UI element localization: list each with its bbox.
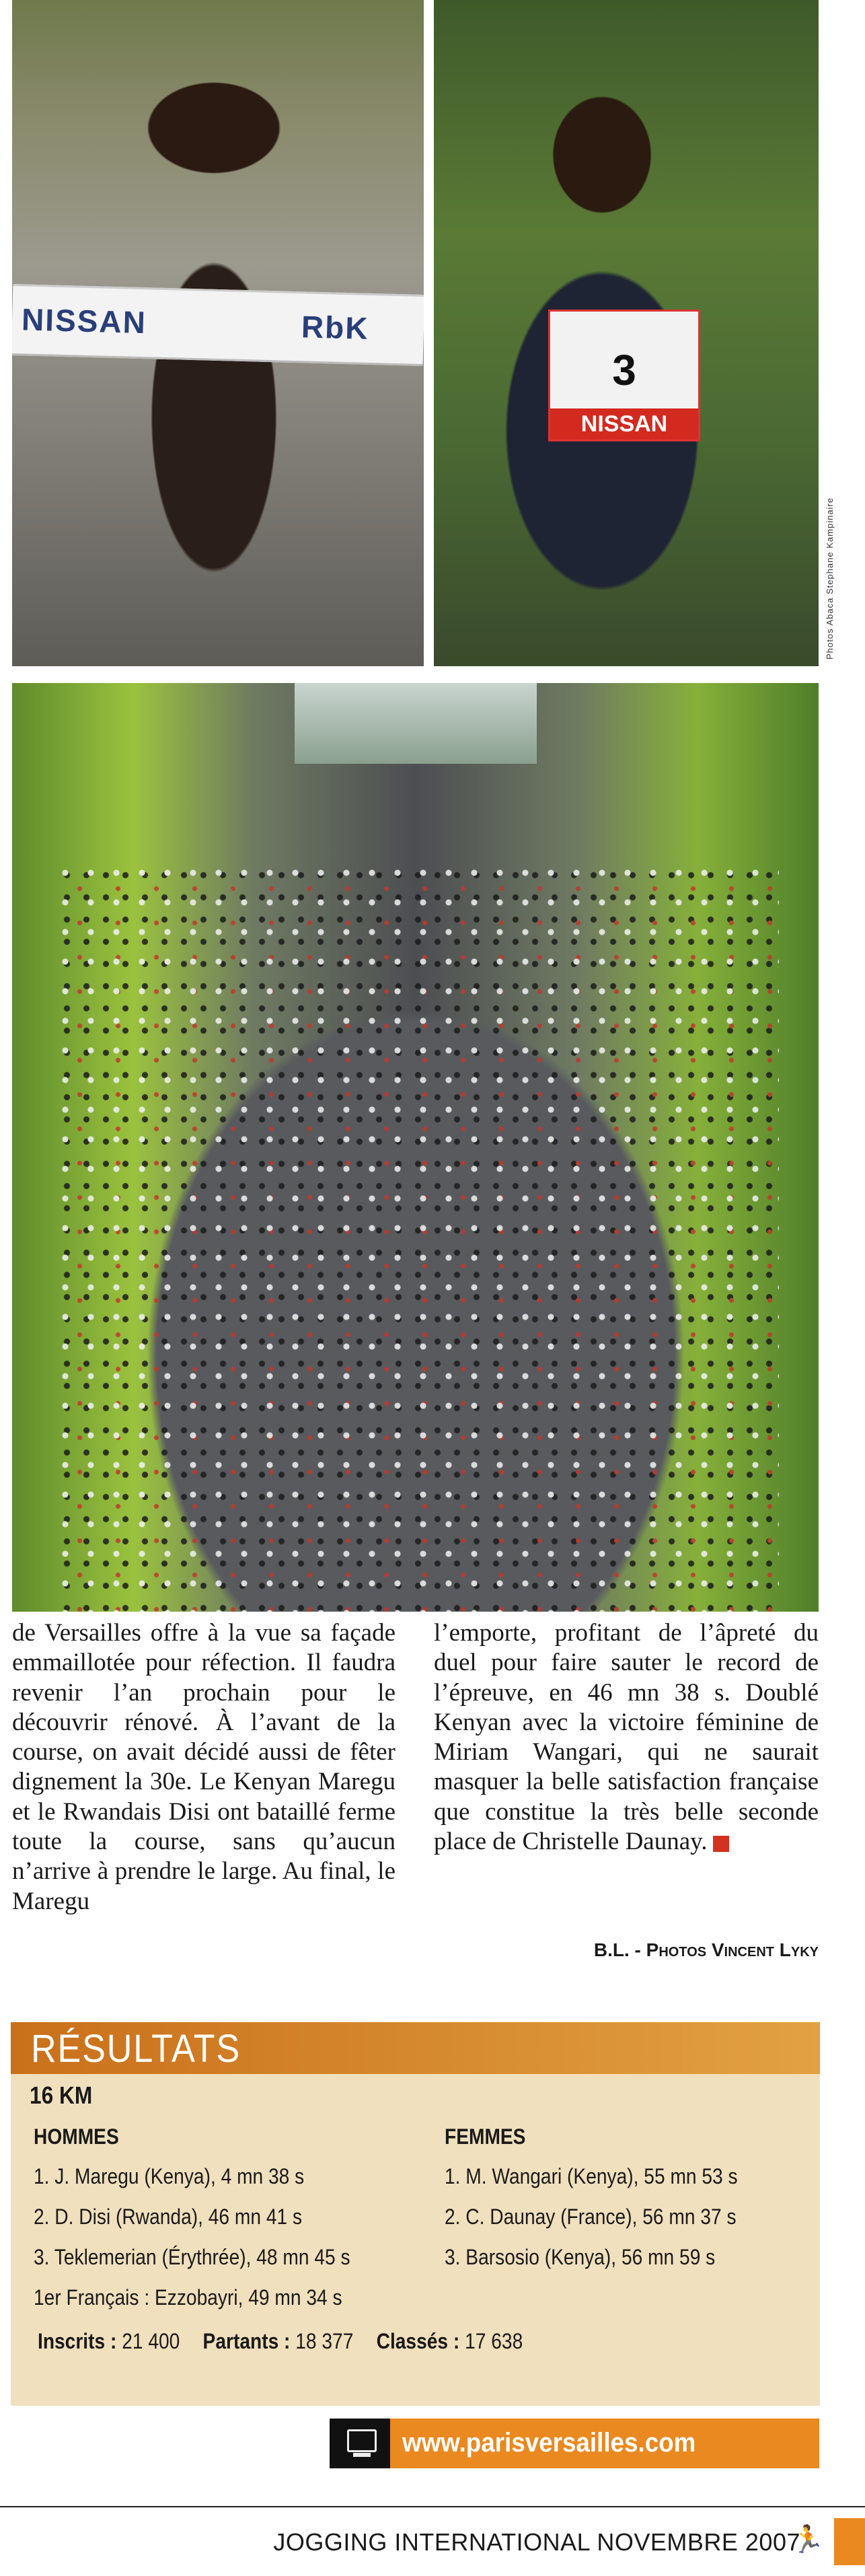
partants-value: 18 377 xyxy=(295,2329,354,2353)
finish-tape xyxy=(12,284,424,366)
byline-author: B.L. - xyxy=(593,1939,646,1960)
runners-crowd xyxy=(52,858,779,1612)
sky xyxy=(295,683,537,764)
results-women xyxy=(445,2124,778,2277)
results-title: RÉSULTATS xyxy=(31,2027,241,2071)
result-row: 1. M. Wangari (Kenya), 55 mn 53 s xyxy=(445,2164,738,2188)
computer-icon xyxy=(330,2419,390,2468)
classes-label: Classés : xyxy=(376,2329,460,2353)
byline xyxy=(434,1939,819,1961)
race-bib xyxy=(548,310,700,441)
partants-label: Partants : xyxy=(202,2329,291,2353)
article-column-2 xyxy=(434,1618,819,1857)
footer-divider xyxy=(0,2506,865,2507)
photo-crowd-runners xyxy=(12,683,819,1612)
result-row: 3. Barsosio (Kenya), 56 mn 59 s xyxy=(445,2245,716,2269)
tape-text-rbk: RbK xyxy=(301,309,370,346)
website-link[interactable]: www.parisversailles.com xyxy=(402,2428,696,2458)
tape-text-nissan: NISSAN xyxy=(21,301,147,341)
inscrits-label: Inscrits : xyxy=(38,2329,117,2353)
article-column-1: de Versailles offre à la vue sa façade emmaillotée pour réfection. Il faudra revenir l’an prochain pour le découvrir rénové. À l’avant de la course, on avait décidé aussi de fêter dignement la 30e. Le Kenyan Maregu et le Rwandais Disi ont bataillé ferme toute la course, sans qu’aucun n’arrive à prendre le large. Au final, le Maregu xyxy=(12,1619,396,1915)
photo-man-winner xyxy=(434,0,819,666)
byline-photos: Photos Vincent Lyky xyxy=(646,1939,819,1960)
result-row: 1. J. Maregu (Kenya), 4 mn 38 s xyxy=(34,2164,305,2188)
result-row: 2. D. Disi (Rwanda), 46 mn 41 s xyxy=(34,2205,303,2229)
results-box xyxy=(11,2022,820,2406)
men-heading: HOMMES xyxy=(34,2124,119,2149)
page-tab xyxy=(834,2518,865,2565)
bib-number: 3 xyxy=(612,346,636,394)
results-header xyxy=(11,2022,820,2074)
photo-woman-winner xyxy=(12,0,424,666)
page-footer: JOGGING INTERNATIONAL NOVEMBRE 2007 xyxy=(273,2528,800,2556)
bib-sponsor: NISSAN xyxy=(550,408,698,439)
result-row: 3. Teklemerian (Érythrée), 48 mn 45 s xyxy=(34,2245,350,2269)
results-men xyxy=(34,2124,393,2318)
race-distance: 16 KM xyxy=(30,2081,93,2109)
article-column-2-text: l’emporte, profitant de l’âpreté du duel pour faire sauter le record de l’épreuve, en 46 mn 38 s. Doublé Kenyan avec la victoire féminine de Miriam Wangari, qui ne saurait masquer la belle satisfaction française que constitue la très belle seconde place de Christelle Daunay. xyxy=(434,1619,819,1856)
end-of-article-mark xyxy=(713,1836,729,1852)
result-row: 2. C. Daunay (France), 56 mn 37 s xyxy=(445,2205,737,2229)
women-heading: FEMMES xyxy=(445,2124,526,2149)
classes-value: 17 638 xyxy=(465,2329,523,2353)
result-row: 1er Français : Ezzobayri, 49 mn 34 s xyxy=(34,2285,342,2310)
runner-icon: 🏃 xyxy=(791,2524,825,2555)
url-banner[interactable] xyxy=(330,2419,819,2468)
inscrits-value: 21 400 xyxy=(122,2329,180,2353)
photo-credit: Photos Abaca Stephane Kampinaire xyxy=(825,497,835,659)
participant-totals xyxy=(38,2329,523,2354)
